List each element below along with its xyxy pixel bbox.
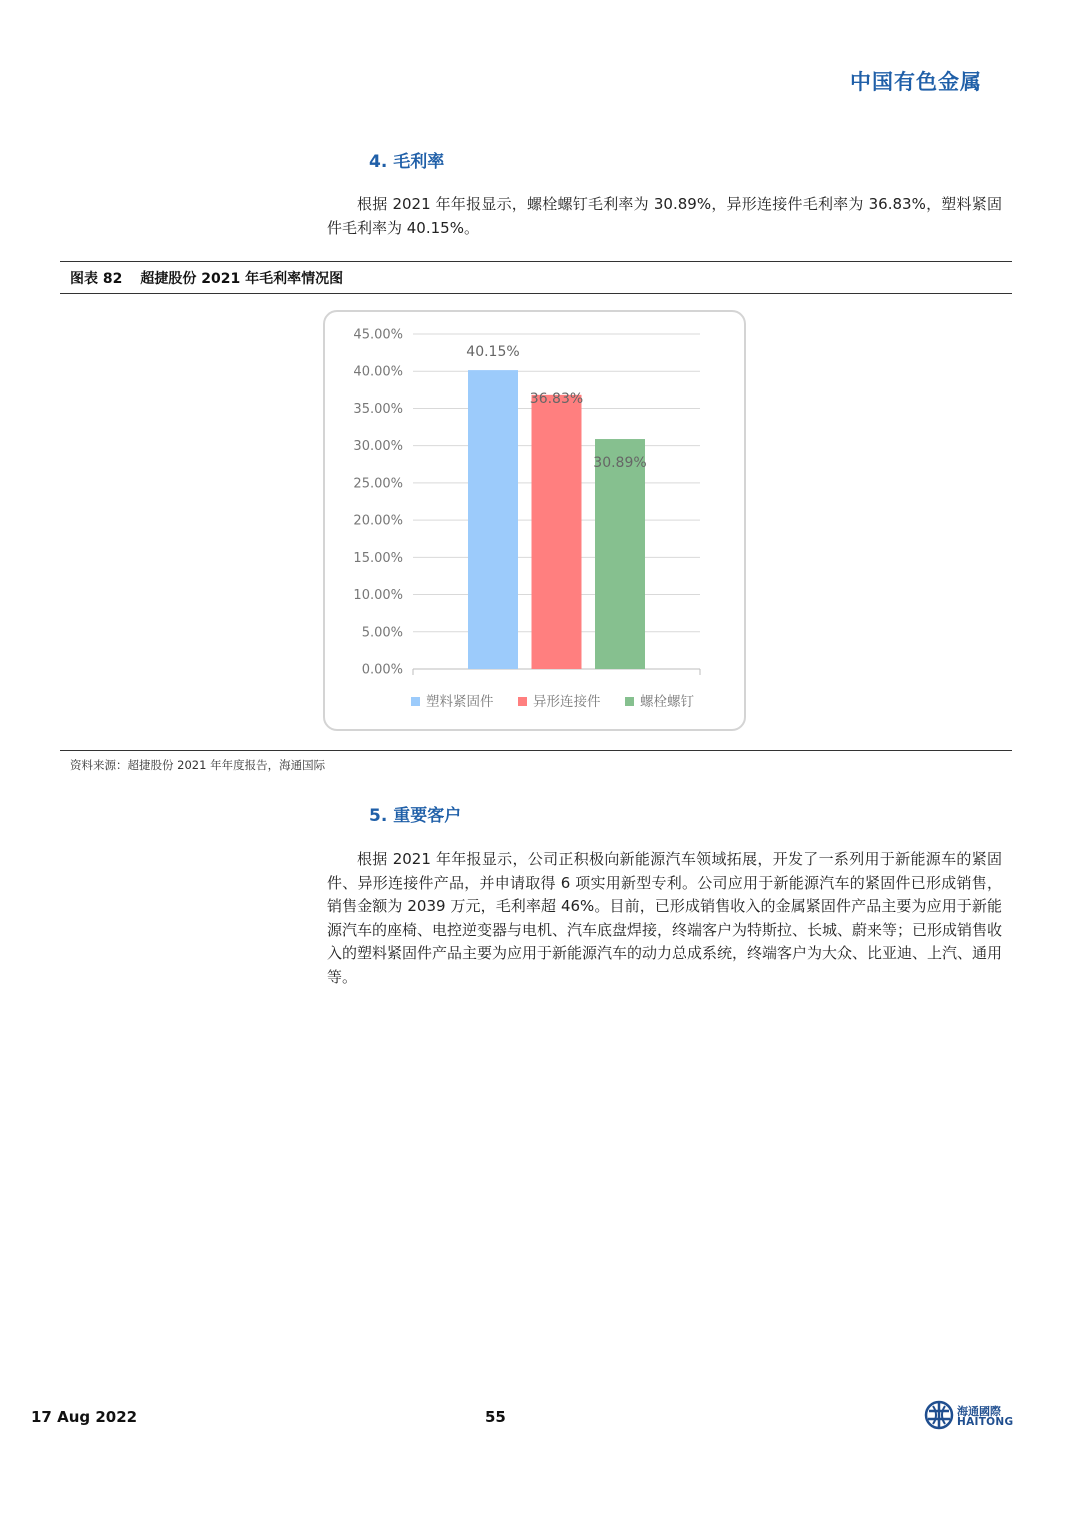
legend-label: 塑料紧固件 xyxy=(426,694,494,710)
bar-value-label: 40.15% xyxy=(466,344,520,361)
section-4-heading: 4. 毛利率 xyxy=(369,152,445,172)
y-tick-label: 25.00% xyxy=(353,476,403,492)
y-tick-label: 30.00% xyxy=(353,439,403,455)
legend-swatch xyxy=(625,697,634,706)
y-tick-label: 40.00% xyxy=(353,364,403,380)
legend-swatch xyxy=(411,697,420,706)
logo-text-en: HAITONG xyxy=(957,1416,1014,1428)
legend-swatch xyxy=(518,697,527,706)
bar-3 xyxy=(595,439,645,669)
bar-2 xyxy=(532,395,582,669)
page-number: 55 xyxy=(485,1408,506,1426)
legend-label: 异形连接件 xyxy=(533,694,601,710)
y-tick-label: 35.00% xyxy=(353,401,403,417)
section-5-paragraph: 根据 2021 年年报显示，公司正积极向新能源汽车领域拓展，开发了一系列用于新能源车的紧固件、异形连接件产品，并申请取得 6 项实用新型专利。公司应用于新能源汽车的紧固件已形成销售，销售金额为 2039 万元，毛利率超 46%。目前，已形成销售收入的金属紧固件产品主要为应用于新能源汽车的座椅、电控逆变器与电机、汽车底盘焊接，终端客户为特斯拉、长城、蔚来等；已形成销售收入的塑料紧固件产品主要为应用于新能源汽车的动力总成系统，终端客户为大众、比亚迪、上汽、通用等。 xyxy=(327,850,1003,986)
y-tick-label: 5.00% xyxy=(361,625,403,641)
report-header-title: 中国有色金属 xyxy=(850,70,982,94)
figure-number: 图表 82 xyxy=(70,271,123,287)
bar-value-label: 30.89% xyxy=(593,455,647,472)
haitong-globe-icon xyxy=(924,1400,954,1430)
y-tick-label: 10.00% xyxy=(353,588,403,604)
figure-title: 超捷股份 2021 年毛利率情况图 xyxy=(140,271,344,287)
footer-date: 17 Aug 2022 xyxy=(31,1408,138,1426)
chart-frame xyxy=(323,310,746,731)
figure-bottom-rule xyxy=(60,750,1012,751)
bar-value-label: 36.83% xyxy=(529,390,584,407)
figure-caption xyxy=(70,268,343,288)
y-tick-label: 45.00% xyxy=(353,327,403,343)
gross-margin-bar-chart xyxy=(325,312,744,729)
y-tick-label: 0.00% xyxy=(361,662,403,678)
legend-label: 螺栓螺钉 xyxy=(640,694,694,710)
logo-text-cn: 海通國際 xyxy=(957,1405,1001,1418)
figure-caption-rule xyxy=(60,293,1012,294)
y-tick-label: 20.00% xyxy=(353,513,403,529)
figure-top-rule xyxy=(60,261,1012,262)
bar-1 xyxy=(468,370,518,669)
y-tick-label: 15.00% xyxy=(353,550,403,566)
section-4-paragraph: 根据 2021 年年报显示，螺栓螺钉毛利率为 30.89%，异形连接件毛利率为 36.83%，塑料紧固件毛利率为 40.15%。 xyxy=(327,195,1002,237)
haitong-logo xyxy=(924,1400,1014,1432)
section-5-heading: 5. 重要客户 xyxy=(369,806,462,826)
figure-source: 资料来源：超捷股份 2021 年年度报告，海通国际 xyxy=(70,758,326,772)
